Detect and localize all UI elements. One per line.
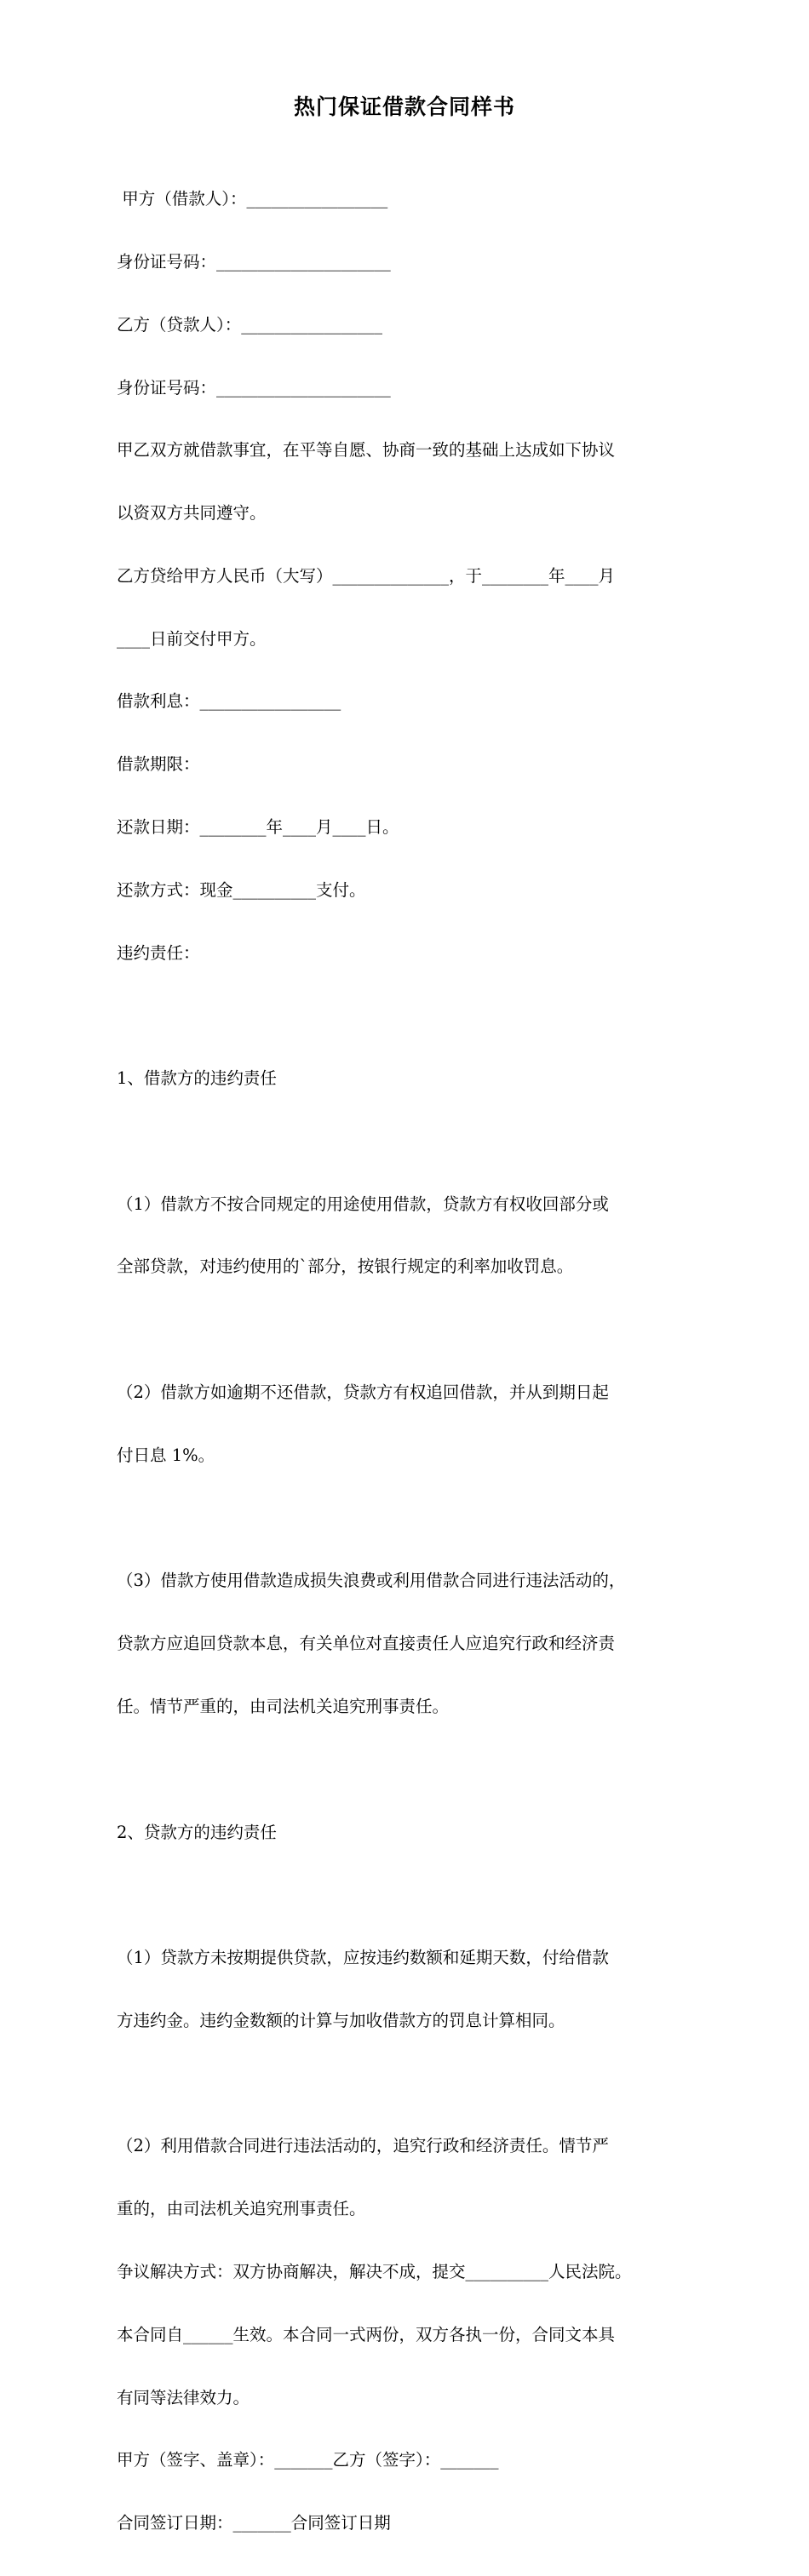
signature-line: 甲方（签字、盖章）：_______乙方（签字）：_______ (117, 2450, 499, 2470)
lender-clause-2-line-2: 重的，由司法机关追究刑事责任。 (117, 2199, 366, 2219)
preamble-line-2: 以资双方共同遵守。 (117, 503, 267, 524)
effectiveness-line-1: 本合同自______生效。本合同一式两份，双方各执一份，合同文本具 (117, 2324, 616, 2344)
blank-line (117, 2074, 704, 2095)
lender-clause-1-line-1: （1）贷款方未按期提供贷款，应按违约数额和延期天数，付给借款 (117, 1948, 609, 1968)
preamble-line-1: 甲乙双方就借款事宜，在平等自愿、协商一致的基础上达成如下协议 (117, 440, 616, 461)
blank-line (117, 1508, 704, 1530)
blank-line (117, 1319, 704, 1341)
repayment-date-line: 还款日期：________年____月____日。 (117, 817, 399, 837)
liability-heading: 违约责任： (117, 942, 200, 963)
loan-amount-line-1: 乙方贷给甲方人民币（大写）______________，于________年____月 (117, 565, 616, 586)
dispute-resolution-line: 争议解决方式：双方协商解决，解决不成，提交__________人民法院。 (117, 2261, 632, 2281)
borrower-clause-3-line-3: 任。情节严重的，由司法机关追究刑事责任。 (117, 1696, 450, 1716)
lender-clause-1-line-2: 方违约金。违约金数额的计算与加收借款方的罚息计算相同。 (117, 2010, 565, 2030)
party-b-lender-line: 乙方（贷款人）：_________________ (117, 314, 383, 335)
party-a-borrower-line: 甲方（借款人）：_________________ (117, 189, 388, 209)
lender-clause-2-line-1: （2）利用借款合同进行违法活动的，追究行政和经济责任。情节严 (117, 2136, 609, 2156)
repayment-method-line: 还款方式：现金__________支付。 (117, 879, 366, 900)
blank-line (117, 1885, 704, 1906)
blank-line (117, 1005, 704, 1027)
borrower-clause-1-line-2: 全部贷款，对违约使用的`部分，按银行规定的利率加收罚息。 (117, 1257, 574, 1277)
document-title: 热门保证借款合同样书 (293, 94, 515, 119)
blank-line (117, 1131, 704, 1153)
signing-date-line: 合同签订日期：_______合同签订日期 (117, 2513, 391, 2533)
lender-liability-heading: 2、贷款方的违约责任 (117, 1822, 277, 1842)
borrower-clause-3-line-2: 贷款方应追回贷款本息，有关单位对直接责任人应追究行政和经济责 (117, 1634, 616, 1654)
borrower-clause-1-line-1: （1）借款方不按合同规定的用途使用借款，贷款方有权收回部分或 (117, 1194, 609, 1214)
borrower-clause-2-line-2: 付日息 1%。 (117, 1445, 215, 1465)
borrower-liability-heading: 1、借款方的违约责任 (117, 1068, 277, 1089)
party-b-id-line: 身份证号码：_____________________ (117, 377, 391, 398)
loan-amount-line-2: ____日前交付甲方。 (117, 628, 267, 649)
blank-line (117, 1760, 704, 1781)
party-a-id-line: 身份证号码：_____________________ (117, 251, 391, 272)
borrower-clause-3-line-1: （3）借款方使用借款造成损失浪费或利用借款合同进行违法活动的， (117, 1571, 626, 1591)
effectiveness-line-2: 有同等法律效力。 (117, 2387, 250, 2407)
loan-term-line: 借款期限： (117, 754, 200, 775)
interest-line: 借款利息：_________________ (117, 691, 341, 712)
borrower-clause-2-line-1: （2）借款方如逾期不还借款，贷款方有权追回借款，并从到期日起 (117, 1382, 609, 1403)
document-body (117, 147, 704, 2576)
